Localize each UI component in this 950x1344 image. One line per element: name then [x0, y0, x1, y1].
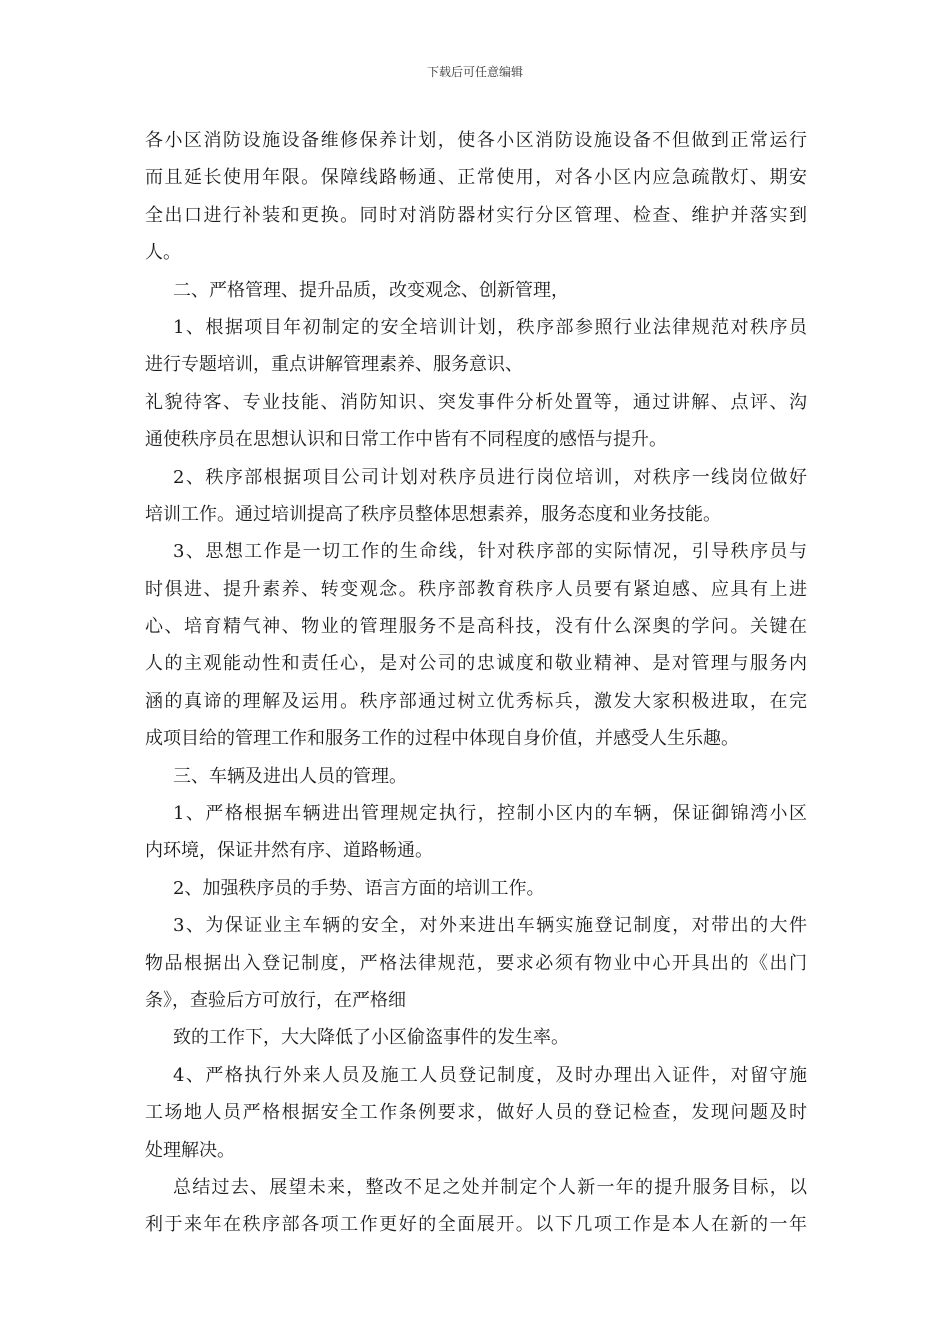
text-line: 内环境，保证井然有序、道路畅通。 [145, 840, 433, 862]
text-line: 心、培育精气神、物业的管理服务不是高科技，没有什么深奥的学问。关键在 [145, 616, 807, 638]
text-line: 各小区消防设施设备维修保养计划，使各小区消防设施设备不但做到正常运行 [145, 130, 807, 151]
text-line: 人。 [145, 242, 181, 264]
page-header: 下载后可任意编辑 [426, 65, 523, 79]
text-line: 3、思想工作是一切工作的生命线，针对秩序部的实际情况，引导秩序员与 [173, 541, 807, 563]
text-line: 全出口进行补装和更换。同时对消防器材实行分区管理、检查、维护并落实到 [145, 204, 807, 226]
text-line: 致的工作下，大大降低了小区偷盗事件的发生率。 [173, 1027, 569, 1049]
text-line: 1、根据项目年初制定的安全培训计划，秩序部参照行业法律规范对秩序员 [173, 316, 807, 338]
text-line: 总结过去、展望未来，整改不足之处并制定个人新一年的提升服务目标，以 [173, 1176, 807, 1198]
text-line: 3、为保证业主车辆的安全，对外来进出车辆实施登记制度，对带出的大件 [173, 915, 807, 937]
text-line: 2、加强秩序员的手势、语言方面的培训工作。 [173, 877, 545, 899]
text-line: 利于来年在秩序部各项工作更好的全面展开。以下几项工作是本人在新的一年 [145, 1214, 807, 1236]
document-body [145, 122, 807, 1244]
text-line: 1、严格根据车辆进出管理规定执行，控制小区内的车辆，保证御锦湾小区 [173, 803, 807, 825]
text-line: 培训工作。通过培训提高了秩序员整体思想素养，服务态度和业务技能。 [145, 503, 721, 525]
text-line: 处理解决。 [145, 1139, 235, 1161]
text-line: 成项目给的管理工作和服务工作的过程中体现自身价值，并感受人生乐趣。 [145, 728, 739, 750]
text-line: 而且延长使用年限。保障线路畅通、正常使用，对各小区内应急疏散灯、期安 [145, 167, 807, 189]
text-line: 进行专题培训，重点讲解管理素养、服务意识、 [145, 354, 523, 376]
text-line: 2、秩序部根据项目公司计划对秩序员进行岗位培训，对秩序一线岗位做好 [173, 466, 807, 488]
text-line: 三、车辆及进出人员的管理。 [173, 765, 407, 787]
text-line: 通使秩序员在思想认识和日常工作中皆有不同程度的感悟与提升。 [145, 429, 667, 451]
text-line: 物品根据出入登记制度，严格法律规范，要求必须有物业中心开具出的《出门 [145, 952, 807, 974]
text-line: 条》，查验后方可放行，在严格细 [145, 989, 406, 1011]
text-line: 涵的真谛的理解及运用。秩序部通过树立优秀标兵，激发大家积极进取，在完 [145, 690, 807, 712]
text-line: 4、严格执行外来人员及施工人员登记制度，及时办理出入证件，对留守施 [173, 1064, 807, 1086]
text-line: 时俱进、提升素养、转变观念。秩序部教育秩序人员要有紧迫感、应具有上进 [145, 578, 807, 600]
text-line: 二、严格管理、提升品质，改变观念、创新管理， [173, 279, 569, 301]
text-line: 人的主观能动性和责任心，是对公司的忠诚度和敬业精神、是对管理与服务内 [145, 653, 807, 675]
text-line: 礼貌待客、专业技能、消防知识、突发事件分析处置等，通过讲解、点评、沟 [145, 391, 807, 413]
text-line: 工场地人员严格根据安全工作条例要求，做好人员的登记检查，发现问题及时 [145, 1102, 807, 1124]
